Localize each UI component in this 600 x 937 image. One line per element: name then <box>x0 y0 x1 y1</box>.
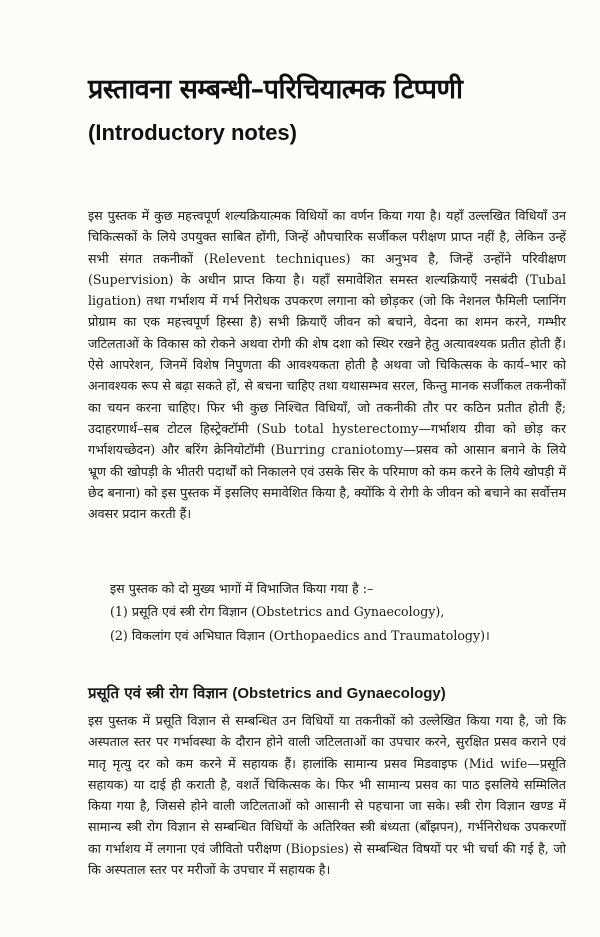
division-item-obstetrics: (1) प्रसूति एवं स्त्री रोग विज्ञान (Obstetrics and Gynaecology), <box>110 604 445 619</box>
division-list <box>110 600 560 648</box>
section-heading-hindi: प्रसूति एवं स्त्री रोग विज्ञान <box>88 684 228 702</box>
division-item-orthopaedics: (2) विकलांग एवं अभिघात विज्ञान (Orthopaedics and Traumatology)। <box>110 628 490 643</box>
page-title-hindi: प्रस्तावना सम्बन्धी–परिचियात्मक टिप्पणी <box>88 74 463 105</box>
page-title-english: (Introductory notes) <box>88 120 297 145</box>
section-heading-english: (Obstetrics and Gynaecology) <box>232 685 446 702</box>
obstetrics-paragraph: इस पुस्तक में प्रसूति विज्ञान से सम्बन्धित उन विधियों या तकनीकों को उल्लेखित किया गया है, जो कि अस्पताल स्तर पर गर्भावस्था के दौरान होने वाली जटिलताओं का उपचार करने, सुरक्षित प्रसव कराने एवं मातृ मृत्यु दर को कम करने में सहायक हैं। हालांकि सामान्य प्रसव मिडवाइफ (Mid wife—प्रसूति सहायक) या दाई ही कराती है, वशर्ते चिकित्सक के। फिर भी सामान्य प्रसव का पाठ इसलिये सम्मिलित किया गया है, जिससे होने वाली जटिलताओं को आसानी से पहचाना जा सके। स्त्री रोग विज्ञान खण्ड में सामान्य स्त्री रोग विज्ञान से सम्बन्धित विधियों के अतिरिक्त स्त्री बंध्यता (बाँझपन), गर्भनिरोधक उपकरणों का गर्भाशय में लगाना एवं जीवितो परीक्षण (Biopsies) से सम्बन्धित विषयों पर भी चर्चा की गई है, जो कि अस्पताल स्तर पर मरीजों के उपचार में सहायक है। <box>88 713 566 878</box>
division-intro: इस पुस्तक को दो मुख्य भागों में विभाजित किया गया है :– <box>110 581 374 596</box>
section-heading <box>88 682 558 705</box>
intro-paragraph: इस पुस्तक में कुछ महत्त्वपूर्ण शल्यक्रियात्मक विधियों का वर्णन किया गया है। यहाँ उल्लखित विधियाँ उन चिकित्सकों के लिये उपयुक्त साबित होंगी, जिन्हें औपचारिक सर्जीकल परीक्षण प्राप्त नहीं है, लेकिन उन्हें सभी संगत तकनीकों (Relevent techniques) का अनुभव है, जिन्हें उन्होंने परिवीक्षण (Supervision) के अधीन प्राप्त किया है। यहाँ समावेशित समस्त शल्यक्रियाएँ नसबंदी (Tubal ligation) तथा गर्भाशय में गर्भ निरोधक उपकरण लगाना को छोड़कर (जो कि नेशनल फैमिली प्लानिंग प्रोग्राम का एक महत्त्वपूर्ण हिस्सा है) सभी क्रियाएँ जीवन को बचाने, वेदना का शमन करने, गम्भीर जटिलताओं के विकास को रोकने अथवा रोगी की शेष दशा को स्थिर रखने हेतु अत्यावश्यक प्रतीत होती हैं। ऐसे आपरेशन, जिनमें विशेष निपुणता की आवश्यकता होती है अथवा जो चिकित्सक के कार्य–भार को अनावश्यक रूप से बढ़ा सकते हों, से बचना चाहिए तथा यथासम्भव सरल, किन्तु मानक सर्जीकल तकनीकों का चयन करना चाहिए। फिर भी कुछ निश्चित विधियाँ, जो तकनीकी तौर पर कठिन प्रतीत होती हैं; उदाहरणार्थ–सब टोटल हिस्ट्रेक्टॉमी (Sub total hysterectomy—गर्भाशय ग्रीवा को छोड़ कर गर्भाशयच्छेदन) और बरिंग क्रेनियोटॉमी (Burring craniotomy—प्रसव को आसान बनाने के लिये भ्रूण की खोपड़ी के भीतरी पदार्थों को निकालने एवं उसके सिर के परिमाण को कम करने के लिये खोपड़ी में छेद बनाना) को इस पुस्तक में इसलिए समावेशित किया है, क्योंकि ये रोगी के जीवन को बचाने का सर्वोत्तम अवसर प्रदान करती हैं। <box>88 208 566 522</box>
